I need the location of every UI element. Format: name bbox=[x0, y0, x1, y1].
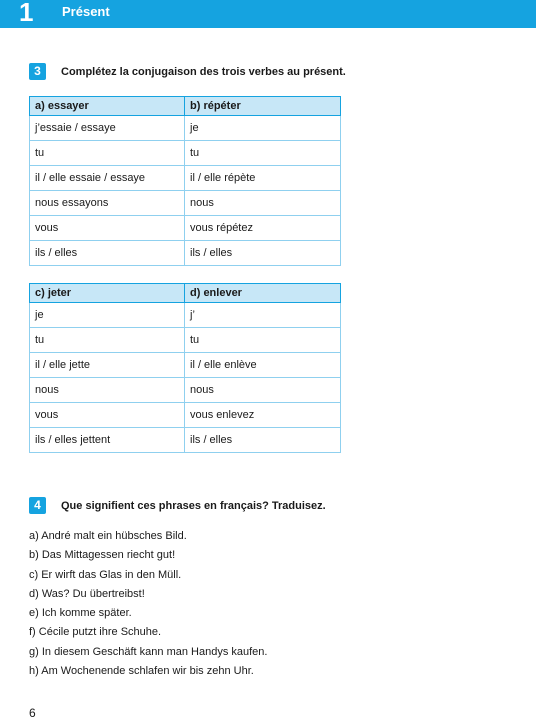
table-cell[interactable]: il / elle enlève bbox=[185, 353, 341, 378]
chapter-title: Présent bbox=[62, 4, 110, 19]
table-cell[interactable]: nous bbox=[185, 191, 341, 216]
table-cell[interactable]: vous bbox=[30, 403, 185, 428]
table-cell[interactable]: il / elle jette bbox=[30, 353, 185, 378]
table-cell[interactable]: il / elle répète bbox=[185, 166, 341, 191]
list-item: b) Das Mittagessen riecht gut! bbox=[29, 549, 176, 562]
table-cell[interactable]: ils / elles bbox=[30, 241, 185, 266]
conjugation-table-essayer-repeter bbox=[29, 96, 341, 266]
table-row bbox=[30, 328, 341, 353]
conjugation-table-jeter-enlever bbox=[29, 283, 341, 453]
list-item: e) Ich komme später. bbox=[29, 607, 132, 620]
table-header-essayer: a) essayer bbox=[30, 97, 185, 116]
table-header-repeter: b) répéter bbox=[185, 97, 341, 116]
table-cell[interactable]: tu bbox=[30, 141, 185, 166]
table-row bbox=[30, 241, 341, 266]
exercise-4-badge: 4 bbox=[29, 497, 46, 514]
exercise-3-badge: 3 bbox=[29, 63, 46, 80]
table-row bbox=[30, 378, 341, 403]
table-cell[interactable]: vous bbox=[30, 216, 185, 241]
table-cell[interactable]: tu bbox=[185, 141, 341, 166]
table-row bbox=[30, 303, 341, 328]
table-cell[interactable]: il / elle essaie / essaye bbox=[30, 166, 185, 191]
table-cell[interactable]: nous essayons bbox=[30, 191, 185, 216]
table-row bbox=[30, 403, 341, 428]
table-cell[interactable]: ils / elles bbox=[185, 241, 341, 266]
table-header-enlever: d) enlever bbox=[185, 284, 341, 303]
table-row bbox=[30, 141, 341, 166]
translation-sentence-list bbox=[29, 527, 267, 681]
table-cell[interactable]: nous bbox=[30, 378, 185, 403]
list-item: c) Er wirft das Glas in den Müll. bbox=[29, 568, 182, 581]
table-cell[interactable]: ils / elles jettent bbox=[30, 428, 185, 453]
list-item: a) André malt ein hübsches Bild. bbox=[29, 530, 187, 542]
table-cell[interactable]: j’ bbox=[185, 303, 341, 328]
list-item: f) Cécile putzt ihre Schuhe. bbox=[29, 626, 162, 639]
table-row bbox=[30, 353, 341, 378]
chapter-number: 1 bbox=[19, 0, 34, 27]
table-cell[interactable]: je bbox=[185, 116, 341, 141]
list-item: g) In diesem Geschäft kann man Handys kaufen. bbox=[29, 645, 268, 658]
table-row bbox=[30, 191, 341, 216]
exercise-4-instruction: Que signifient ces phrases en français? Traduisez. bbox=[61, 500, 326, 512]
table-row bbox=[30, 116, 341, 141]
table-cell[interactable]: je bbox=[30, 303, 185, 328]
table-row bbox=[30, 428, 341, 453]
table-cell[interactable]: tu bbox=[185, 328, 341, 353]
list-item: h) Am Wochenende schlafen wir bis zehn Uhr. bbox=[29, 665, 254, 678]
table-cell[interactable]: j’essaie / essaye bbox=[30, 116, 185, 141]
exercise-3-instruction: Complétez la conjugaison des trois verbes au présent. bbox=[61, 66, 346, 78]
chapter-header bbox=[0, 0, 536, 28]
list-item: d) Was? Du übertreibst! bbox=[29, 587, 145, 600]
table-header-jeter: c) jeter bbox=[30, 284, 185, 303]
table-cell[interactable]: ils / elles bbox=[185, 428, 341, 453]
table-row bbox=[30, 216, 341, 241]
table-cell[interactable]: vous enlevez bbox=[185, 403, 341, 428]
page-number: 6 bbox=[29, 706, 36, 720]
table-cell[interactable]: nous bbox=[185, 378, 341, 403]
table-cell[interactable]: vous répétez bbox=[185, 216, 341, 241]
table-row bbox=[30, 166, 341, 191]
table-cell[interactable]: tu bbox=[30, 328, 185, 353]
